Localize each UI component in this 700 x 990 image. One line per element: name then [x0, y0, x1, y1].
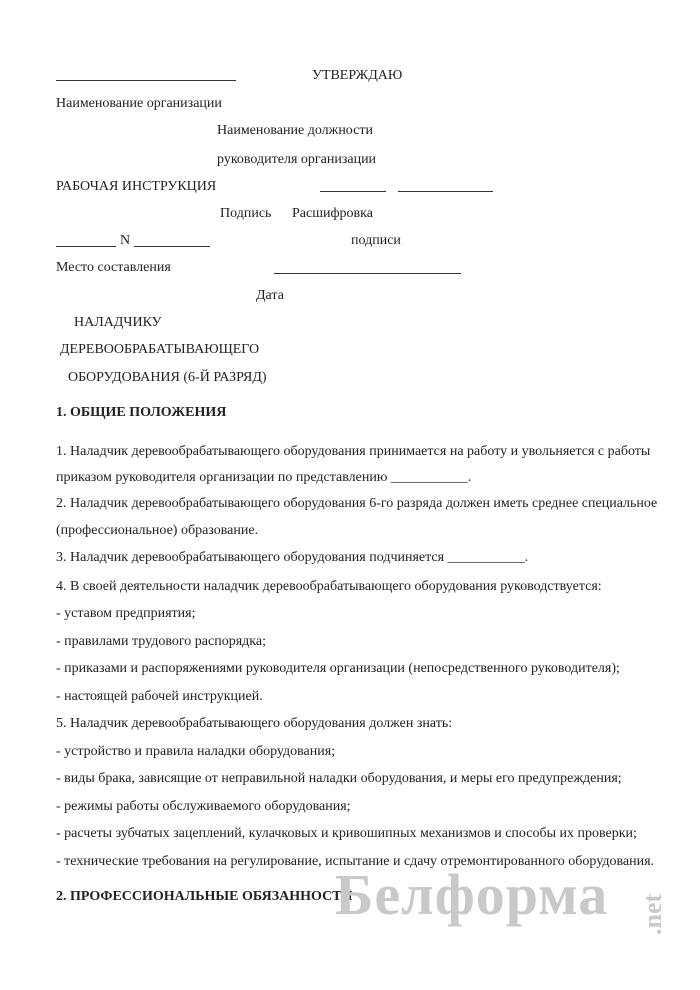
section1-line: (профессиональное) образование. — [56, 523, 259, 538]
approve-label: УТВЕРЖДАЮ — [312, 68, 403, 83]
section1-line: 3. Наладчик деревообрабатывающего оборудования подчиняется ___________. — [56, 550, 529, 565]
section1-line: 5. Наладчик деревообрабатывающего оборудования должен знать: — [56, 716, 453, 731]
signature-blank — [320, 191, 386, 192]
number-blank — [134, 246, 210, 247]
section1-line: 2. Наладчик деревообрабатывающего оборудования 6-го разряда должен иметь среднее специальное — [56, 496, 658, 511]
number-sign: N — [120, 233, 131, 248]
org-name-label: Наименование организации — [56, 96, 222, 111]
date-label: Дата — [256, 288, 284, 303]
watermark-domain: .net — [638, 893, 667, 935]
section1-line: - уставом предприятия; — [56, 606, 196, 621]
section1-line: - расчеты зубчатых зацеплений, кулачковых и кривошипных механизмов и способы их проверки; — [56, 826, 637, 841]
section1-heading: 1. ОБЩИЕ ПОЛОЖЕНИЯ — [56, 405, 227, 420]
section1-line: - технические требования на регулирование, испытание и сдачу отремонтированного оборудования. — [56, 854, 655, 869]
title-line2: ДЕРЕВООБРАБАТЫВАЮЩЕГО — [60, 342, 260, 357]
section1-line: - виды брака, зависящие от неправильной наладки оборудования, и меры его предупреждения; — [56, 771, 622, 786]
date-blank — [56, 246, 116, 247]
section1-line: - приказами и распоряжениями руководителя организации (непосредственного руководителя); — [56, 661, 620, 676]
decoding-blank — [398, 191, 493, 192]
decoding-label-line2: подписи — [351, 233, 401, 248]
section1-line: 1. Наладчик деревообрабатывающего оборудования принимается на работу и увольняется с работы — [56, 444, 651, 459]
place-label: Место составления — [56, 260, 171, 275]
watermark-logo: Белформа — [335, 862, 609, 927]
section2-heading: 2. ПРОФЕССИОНАЛЬНЫЕ ОБЯЗАННОСТИ — [56, 889, 353, 904]
decoding-label-line1: Расшифровка — [292, 206, 373, 221]
title-line3: ОБОРУДОВАНИЯ (6-Й РАЗРЯД) — [68, 370, 267, 385]
position-label-line1: Наименование должности — [217, 123, 373, 138]
section1-line: приказом руководителя организации по представлению ___________. — [56, 470, 472, 485]
doc-type: РАБОЧАЯ ИНСТРУКЦИЯ — [56, 179, 217, 194]
section1-line: - правилами трудового распорядка; — [56, 634, 266, 649]
section1-line: - устройство и правила наладки оборудования; — [56, 744, 336, 759]
org-name-blank — [56, 80, 236, 81]
section1-line: 4. В своей деятельности наладчик деревообрабатывающего оборудования руководствуется: — [56, 579, 602, 594]
approval-date-blank — [274, 273, 461, 274]
section1-line: - настоящей рабочей инструкцией. — [56, 689, 263, 704]
section1-line: - режимы работы обслуживаемого оборудования; — [56, 799, 351, 814]
signature-label: Подпись — [220, 206, 272, 221]
title-line1: НАЛАДЧИКУ — [74, 315, 162, 330]
position-label-line2: руководителя организации — [217, 152, 377, 167]
